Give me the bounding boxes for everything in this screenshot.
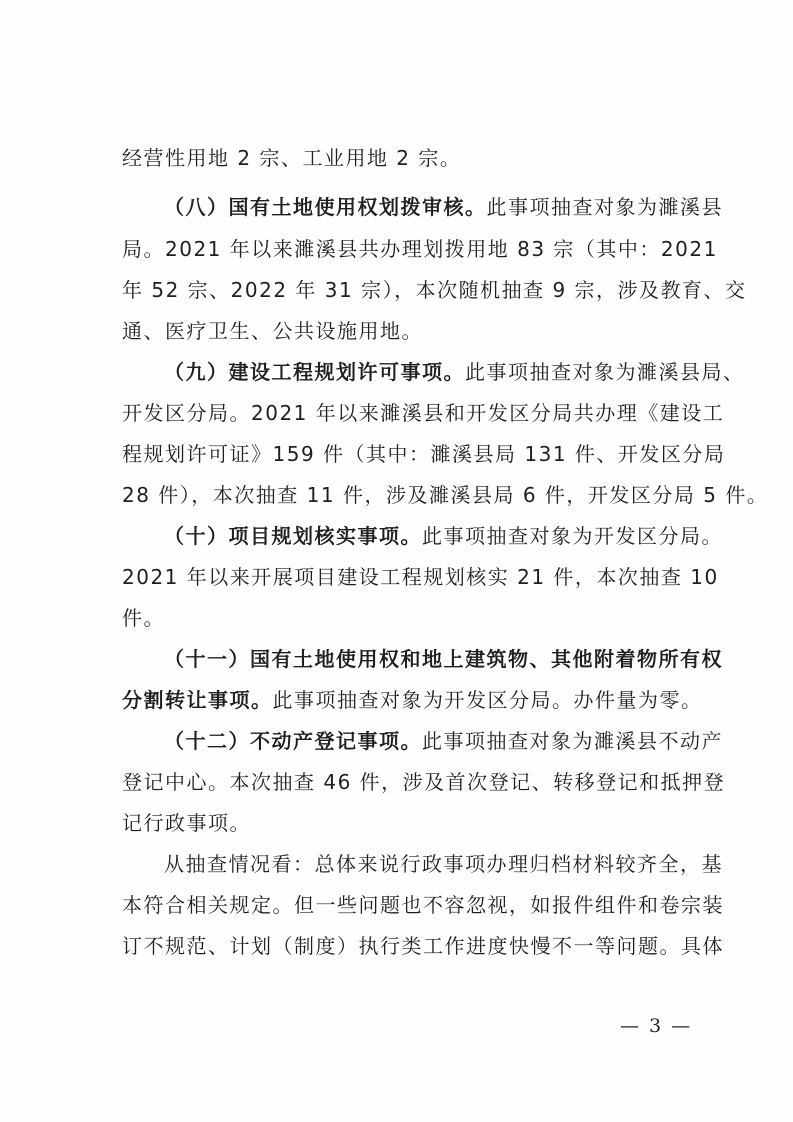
body-line: 经营性用地 2 宗、工业用地 2 宗。 — [122, 146, 462, 170]
body-line: 开发区分局。2021 年以来濉溪县和开发区分局共办理《建设工 — [122, 401, 725, 425]
body-line: 2021 年以来开展项目建设工程规划核实 21 件，本次抽查 10 — [122, 565, 719, 589]
section-heading: （九）建设工程规划许可事项。 — [164, 360, 465, 384]
body-text: 此事项抽查对象为濉溪县不动产 — [422, 729, 723, 753]
body-text: 此事项抽查对象为濉溪县局、 — [465, 360, 745, 384]
paragraph-line — [164, 195, 723, 219]
body-line: 件。 — [122, 606, 165, 630]
body-text: 此事项抽查对象为濉溪县 — [486, 195, 723, 219]
body-text: 此事项抽查对象为开发区分局。 — [422, 524, 723, 548]
body-line: 通、医疗卫生、公共设施用地。 — [122, 319, 423, 343]
section-heading: （十一）国有土地使用权和地上建筑物、其他附着物所有权 — [164, 647, 723, 671]
paragraph-line — [164, 360, 745, 384]
page-number: — 3 — — [620, 1015, 693, 1037]
body-line: 从抽查情况看：总体来说行政事项办理归档材料较齐全，基 — [164, 852, 723, 876]
section-heading: （八）国有土地使用权划拨审核。 — [164, 195, 487, 219]
paragraph-line — [122, 688, 703, 712]
body-line: 28 件），本次抽查 11 件，涉及濉溪县局 6 件，开发区分局 5 件。 — [122, 483, 769, 507]
body-line: 程规划许可证》159 件（其中：濉溪县局 131 件、开发区分局 — [122, 442, 726, 466]
body-line: 年 52 宗、2022 年 31 宗），本次随机抽查 9 宗，涉及教育、交 — [122, 278, 747, 302]
section-heading: （十）项目规划核实事项。 — [164, 524, 422, 548]
body-line: 记行政事项。 — [122, 811, 251, 835]
body-line: 本符合相关规定。但一些问题也不容忽视，如报件组件和卷宗装 — [122, 893, 724, 917]
body-text: 此事项抽查对象为开发区分局。办件量为零。 — [272, 688, 703, 712]
body-line: 登记中心。本次抽查 46 件，涉及首次登记、转移登记和抵押登 — [122, 770, 726, 794]
paragraph-line — [164, 729, 723, 753]
section-heading: （十二）不动产登记事项。 — [164, 729, 422, 753]
body-line: 订不规范、计划（制度）执行类工作进度快慢不一等问题。具体 — [122, 934, 724, 958]
body-line: 局。2021 年以来濉溪县共办理划拨用地 83 宗（其中：2021 — [122, 237, 718, 261]
paragraph-line — [164, 524, 723, 548]
section-heading-continued: 分割转让事项。 — [122, 688, 273, 712]
